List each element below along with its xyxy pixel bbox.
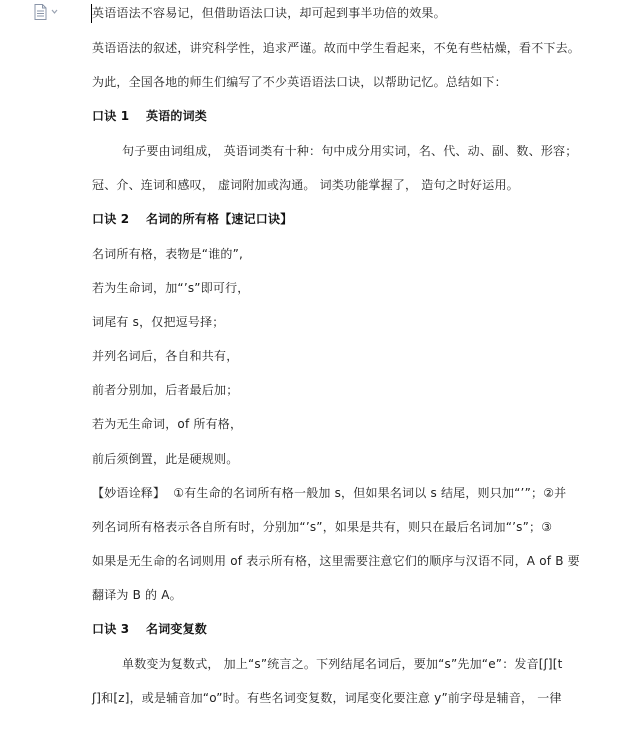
- rhyme-line: 并列名词后，各自和共有，: [92, 349, 239, 363]
- section-title: 名词变复数: [146, 622, 208, 636]
- section-number: 口诀 2: [92, 212, 130, 226]
- paragraph-line: ʃ]和[z]，或是辅音加“o”时。有些名词变复数，词尾变化要注意 y”前字母是辅音， 一律: [92, 691, 562, 705]
- section-heading: [92, 107, 562, 125]
- paragraph-line: 冠、介、连词和感叹， 虚词附加或沟通。 词类功能掌握了， 造句之时好运用。: [92, 178, 519, 192]
- note-line: 列名词所有格表示各自所有时，分别加“’s”，如果是共有，则只在最后名词加“’s”；③: [92, 520, 553, 534]
- intro-line: 为此，全国各地的师生们编写了不少英语语法口诀，以帮助记忆。总结如下：: [92, 75, 507, 89]
- rhyme-line: 词尾有 s，仅把逗号择；: [92, 315, 225, 329]
- document-menu-button[interactable]: [34, 4, 60, 20]
- note-label: 【妙语诠释】: [92, 486, 166, 500]
- section-title: 英语的词类: [146, 109, 208, 123]
- rhyme-line: 若为无生命词，of 所有格，: [92, 417, 243, 431]
- intro-line: 英语语法的叙述，讲究科学性，追求严谨。故而中学生看起来，不免有些枯燥，看不下去。: [92, 41, 581, 55]
- section-heading: [92, 210, 562, 228]
- rhyme-line: 前者分别加，后者最后加；: [92, 383, 239, 397]
- section-number: 口诀 3: [92, 622, 130, 636]
- intro-line: 英语语法不容易记，但借助语法口诀，却可起到事半功倍的效果。: [92, 6, 446, 20]
- rhyme-line: 若为生命词，加“’s”即可行，: [92, 281, 250, 295]
- note-line: 如果是无生命的名词则用 of 表示所有格，这里需要注意它们的顺序与汉语不同，A of B 要: [92, 554, 580, 568]
- document-icon: [35, 5, 46, 20]
- paragraph-line: 句子要由词组成， 英语词类有十种：句中成分用实词，名、代、动、副、数、形容；: [122, 144, 578, 158]
- section-title: 名词的所有格【速记口诀】: [146, 212, 293, 226]
- chevron-down-icon: [52, 10, 57, 13]
- note-line: [92, 484, 567, 502]
- note-text: ①有生命的名词所有格一般加 s，但如果名词以 s 结尾，则只加“’”；②并: [173, 486, 567, 500]
- section-number: 口诀 1: [92, 109, 130, 123]
- rhyme-line: 前后须倒置，此是硬规则。: [92, 452, 239, 466]
- section-heading: [92, 620, 562, 638]
- rhyme-line: 名词所有格，表物是“谁的”,: [92, 247, 244, 261]
- note-line: 翻译为 B 的 A。: [92, 588, 182, 602]
- paragraph-line: 单数变为复数式， 加上“s”统言之。下列结尾名词后，要加“s”先加“e”：发音[ʃ][t: [122, 657, 563, 671]
